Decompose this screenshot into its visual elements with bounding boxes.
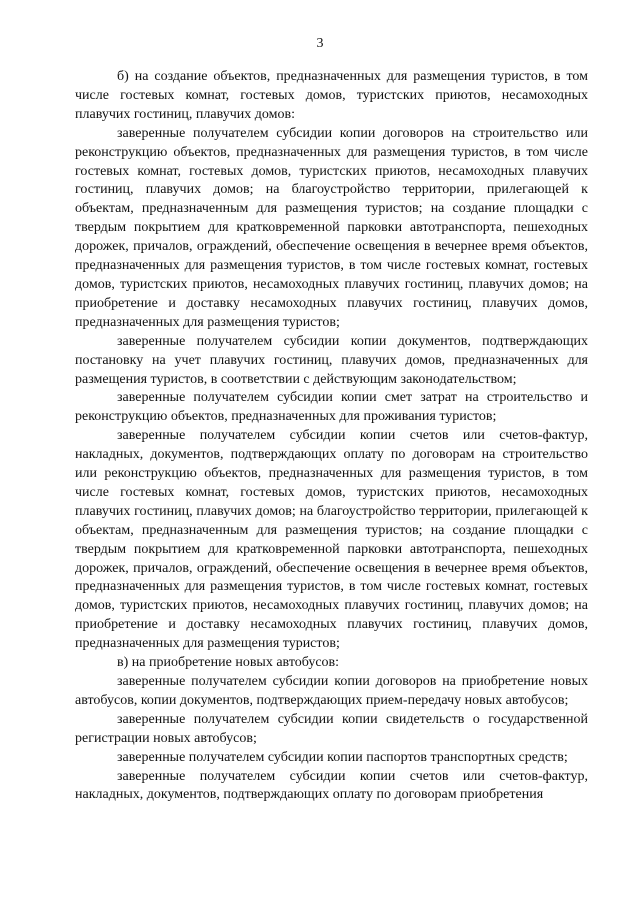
paragraph-registration-documents: заверенные получателем субсидии копии документов, подтверждающих постановку на учет плавучих гостиниц, плавучих домов, предназначенных для размещения туристов, в соответствии с действующим законодательством; bbox=[75, 333, 588, 387]
paragraph-construction-contracts: заверенные получателем субсидии копии договоров на строительство или реконструкцию объектов, предназначенных для размещения туристов, в том числе гостевых комнат, гостевых домов, туристских приютов, несамоходных плавучих гостиниц, плавучих домов; на благоустройство территории, прилегающей к объектам, предназначенным для размещения туристов; на создание площадки с твердым покрытием для кратковременной парковки автотранспорта, пешеходных дорожек, причалов, ограждений, обеспечение освещения в вечернее время объектов, предназначенных для размещения туристов, в том числе гостевых комнат, гостевых домов, туристских приютов, несамоходных плавучих гостиниц, плавучих домов; на приобретение и доставку несамоходных плавучих гостиниц, плавучих домов, предназначенных для размещения туристов; bbox=[75, 125, 588, 330]
paragraph-section-c: в) на приобретение новых автобусов: bbox=[117, 655, 340, 671]
paragraph-invoices-construction: заверенные получателем субсидии копии счетов или счетов-фактур, накладных, документов, подтверждающих оплату по договорам на строительство или реконструкцию объектов, предназначенных для размещения туристов, в том числе гостевых комнат, гостевых домов, туристских приютов, несамоходных плавучих гостиниц, плавучих домов; на благоустройство территории, прилегающей к объектам, предназначенным для размещения туристов; на создание площадки с твердым покрытием для кратковременной парковки автотранспорта, пешеходных дорожек, причалов, ограждений, обеспечение освещения в вечернее время объектов, предназначенных для размещения туристов, в том числе гостевых комнат, гостевых домов, туристских приютов, несамоходных плавучих гостиниц, плавучих домов; на приобретение и доставку несамоходных плавучих гостиниц, плавучих домов, предназначенных для размещения туристов; bbox=[75, 428, 588, 652]
paragraph-section-b: б) на создание объектов, предназначенных для размещения туристов, в том числе гостевых комнат, гостевых домов, туристских приютов, несамоходных плавучих гостиниц, плавучих домов: bbox=[75, 69, 588, 122]
paragraph-bus-registration: заверенные получателем субсидии копии свидетельств о государственной регистрации новых автобусов; bbox=[75, 711, 588, 746]
paragraph-bus-purchase-contracts: заверенные получателем субсидии копии договоров на приобретение новых автобусов, копии документов, подтверждающих прием-передачу новых автобусов; bbox=[75, 674, 588, 708]
page-number: 3 bbox=[316, 36, 324, 51]
paragraph-cost-estimates: заверенные получателем субсидии копии смет затрат на строительство и реконструкцию объектов, предназначенных для проживания туристов; bbox=[75, 390, 588, 425]
paragraph-invoices-purchase: заверенные получателем субсидии копии счетов или счетов-фактур, накладных, документов, подтверждающих оплату по договорам приобретения bbox=[75, 768, 588, 803]
paragraph-vehicle-passports: заверенные получателем субсидии копии паспортов транспортных средств; bbox=[117, 749, 568, 765]
document-body bbox=[75, 68, 588, 805]
